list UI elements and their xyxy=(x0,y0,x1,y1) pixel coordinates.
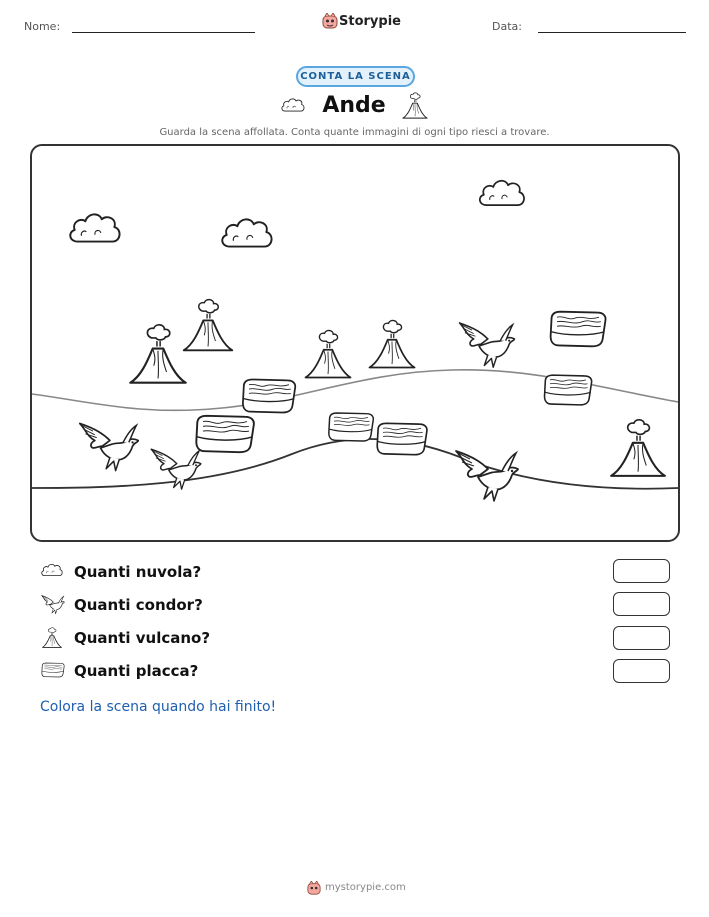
date-label: Data: xyxy=(492,20,522,33)
scene-volcano xyxy=(184,300,233,351)
date-field-line[interactable] xyxy=(538,32,686,33)
scene-plate xyxy=(243,379,295,412)
question-volcanoes: Quanti vulcano? xyxy=(74,629,211,647)
scene-plate xyxy=(377,423,427,454)
answer-box-volcanoes[interactable] xyxy=(613,626,670,650)
scene-plate xyxy=(196,416,254,452)
instructions: Guarda la scena affollata. Conta quante immagini di ogni tipo riesci a trovare. xyxy=(159,127,550,138)
scene-cloud xyxy=(70,214,119,241)
scene-condor xyxy=(456,451,518,501)
scene-cloud xyxy=(480,181,524,205)
page-title: Ande xyxy=(322,93,386,118)
scene-plate xyxy=(329,413,373,441)
scene-volcano xyxy=(369,320,414,367)
scene-condor xyxy=(80,423,138,470)
site-url[interactable]: mystorypie.com xyxy=(325,882,406,893)
question-plates: Quanti placca? xyxy=(74,662,199,680)
answer-box-plates[interactable] xyxy=(613,659,670,683)
scene-plate xyxy=(551,312,606,347)
plate-icon xyxy=(40,661,66,679)
scene-frame xyxy=(30,144,680,542)
answer-box-condors[interactable] xyxy=(613,592,670,616)
activity-tag: CONTA LA SCENA xyxy=(296,66,415,87)
condor-icon xyxy=(40,594,66,616)
name-field-line[interactable] xyxy=(72,32,255,33)
brand-name: Storypie xyxy=(339,14,401,29)
storypie-logo-icon xyxy=(322,13,338,29)
cloud-icon xyxy=(40,561,64,579)
scene-volcano xyxy=(611,420,665,476)
storypie-logo-icon xyxy=(307,880,321,894)
scene-condor xyxy=(460,323,515,367)
scene-volcano xyxy=(130,325,185,383)
scene-drawing xyxy=(32,146,678,540)
scene-volcano xyxy=(305,330,350,377)
scene-plate xyxy=(545,375,592,405)
question-clouds: Quanti nuvola? xyxy=(74,563,202,581)
coloring-note: Colora la scena quando hai finito! xyxy=(40,699,277,715)
volcano-icon xyxy=(41,626,63,650)
scene-cloud xyxy=(222,219,271,246)
answer-box-clouds[interactable] xyxy=(613,559,670,583)
question-condors: Quanti condor? xyxy=(74,596,203,614)
cloud-icon xyxy=(280,95,306,115)
name-label: Nome: xyxy=(24,20,61,33)
volcano-icon xyxy=(401,92,429,120)
